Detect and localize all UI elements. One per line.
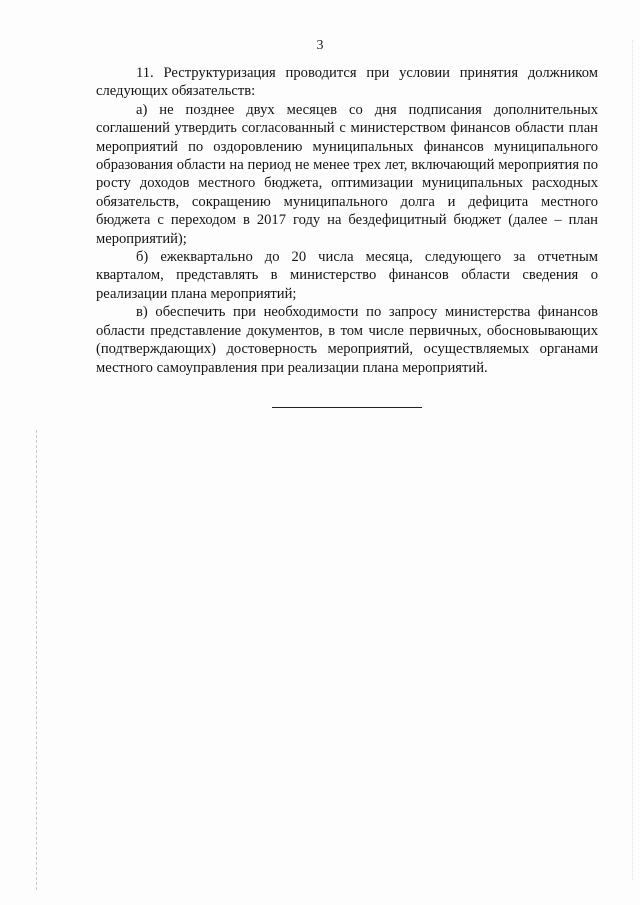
page-number: 3 <box>316 38 324 53</box>
paragraph-item-v: в) обеспечить при необходимости по запросу министерства финансов области представление документов, в том числе первичных, обосновывающих (подтверждающих) достоверность мероприятий, осуществляемых органами местного самоуправления при реализации плана мероприятий. <box>96 304 598 376</box>
scan-edge-mark-right <box>632 40 633 880</box>
scan-edge-mark <box>36 430 37 890</box>
end-separator-line <box>272 407 422 408</box>
document-body <box>96 64 598 377</box>
paragraph-item-b: б) ежеквартально до 20 числа месяца, следующего за отчетным кварталом, представлять в министерство финансов области сведения о реализации плана мероприятий; <box>96 249 598 302</box>
paragraph-item-a: а) не позднее двух месяцев со дня подписания дополнительных соглашений утвердить согласованный с министерством финансов области план мероприятий по оздоровлению муниципальных финансов муниципального образования области на период не менее трех лет, включающий мероприятия по росту доходов местного бюджета, оптимизации муниципальных расходных обязательств, сокращению муниципального долга и дефицита местного бюджета с переходом в 2017 году на бездефицитный бюджет (далее – план мероприятий); <box>96 101 598 247</box>
paragraph-11: 11. Реструктуризация проводится при условии принятия должником следующих обязательств: <box>96 65 598 100</box>
